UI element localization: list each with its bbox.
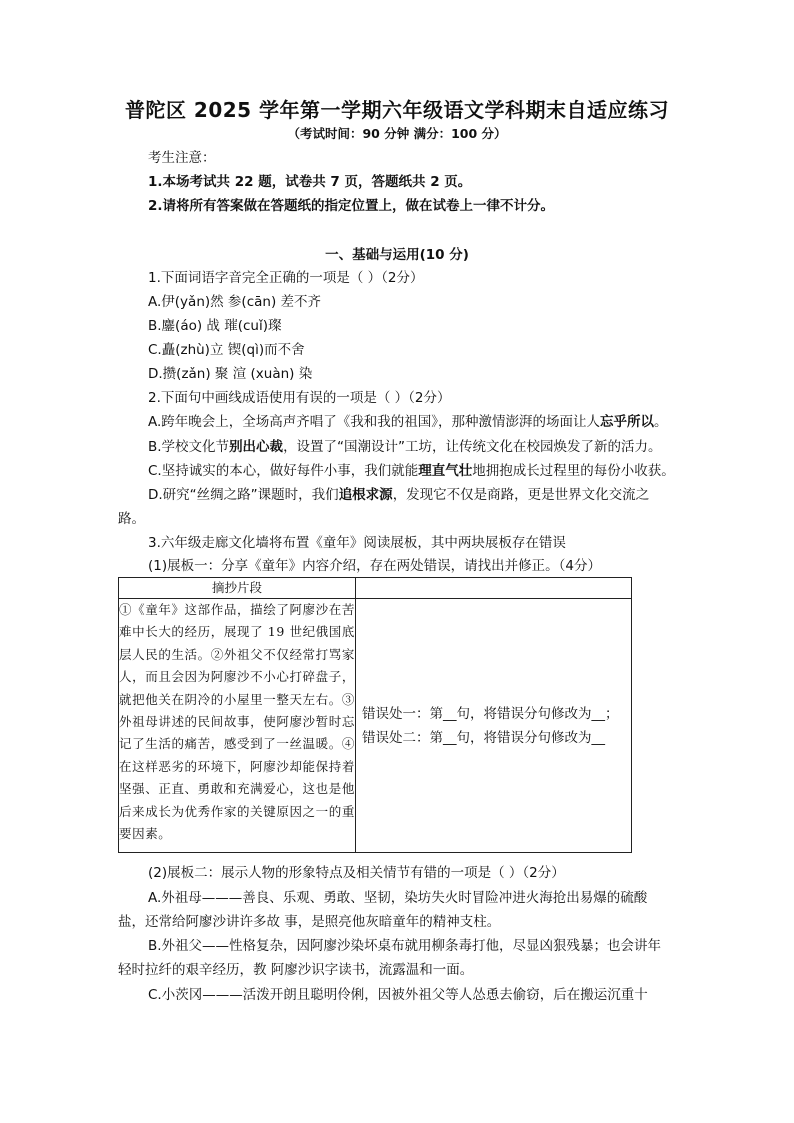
q3-option-c: C.小茨冈———活泼开朗且聪明伶俐，因被外祖父等人怂恿去偷窃，后在搬运沉重十 [148, 987, 648, 1003]
table-header-excerpt: 摘抄片段 [119, 578, 356, 599]
q2-c-idiom: 理直气壮 [418, 463, 473, 479]
q2-d-text: D.研究“丝绸之路”课题时，我们 [148, 487, 339, 503]
notice-item-2: 2.请将所有答案做在答题纸的指定位置上，做在试卷上一律不计分。 [148, 198, 555, 214]
error-one: 错误处一：第__句，将错误分句修改为__； [362, 705, 619, 722]
q2-d-end: ，发现它不仅是商路，更是世界文化交流之 [392, 487, 650, 503]
q2-a-end: 。 [654, 414, 668, 430]
excerpt-text: ①《童年》这部作品，描绘了阿廖沙在苦难中长大的经历，展现了 19 世纪俄国底层人民的生活。②外祖父不仅经常打骂家人，而且会因为阿廖沙不小心打碎盘子，就把他关在阴冷的小屋里一整天左右。③外祖母讲述的民间故事，使阿廖沙暂时忘记了生活的痛苦，感受到了一丝温暖。④在这样恶劣的环境下，阿廖沙却能保持着坚强、正直、勇敢和充满爱心，这也是他后来成长为优秀作家的关键原因之一的重要因素。 [119, 599, 356, 853]
q3-part1: (1)展板一：分享《童年》内容介绍，存在两处错误，请找出并修正。（4分） [148, 558, 601, 574]
answer-cell [356, 599, 632, 853]
q3-option-b-cont: 轻时拉纤的艰辛经历，教 阿廖沙识字读书，流露温和一面。 [118, 962, 474, 978]
q2-option-b [148, 437, 662, 457]
q1-option-a: A.伊(yǎn)然 参(cān) 差不齐 [148, 294, 322, 310]
exam-title: 普陀区 2025 学年第一学期六年级语文学科期末自适应练习 [124, 98, 670, 122]
q1-option-c: C.矗(zhù)立 锲(qì)而不舍 [148, 342, 305, 358]
exam-subtitle: （考试时间：90 分钟 满分：100 分） [287, 126, 507, 141]
q2-a-text: A.跨年晚会上，全场高声齐唱了《我和我的祖国》，那种激情澎湃的场面让人 [148, 414, 601, 430]
q2-b-idiom: 别出心裁 [229, 439, 284, 455]
q1-stem: 1.下面词语字音完全正确的一项是（ ）（2分） [148, 270, 424, 286]
q2-option-d-cont: 路。 [118, 511, 145, 527]
q3-stem: 3.六年级走廊文化墙将布置《童年》阅读展板，其中两块展板存在错误 [148, 535, 566, 551]
q1-option-d: D.攒(zǎn) 聚 渲 (xuàn) 染 [148, 366, 313, 382]
notice-item-1: 1.本场考试共 22 题，试卷共 7 页，答题纸共 2 页。 [148, 174, 472, 190]
section-heading: 一、基础与运用(10 分) [325, 247, 469, 263]
q2-b-text: B.学校文化节 [148, 439, 230, 455]
board-one-table [118, 577, 632, 853]
q1-option-b: B.鏖(áo) 战 璀(cuǐ)璨 [148, 318, 282, 334]
q2-stem: 2.下面句中画线成语使用有误的一项是（ ）（2分） [148, 390, 451, 406]
q2-d-idiom: 追根求源 [338, 487, 393, 503]
q2-option-c [148, 461, 675, 481]
error-two: 错误处二：第__句，将错误分句修改为__ [362, 729, 605, 746]
q2-a-idiom: 忘乎所以 [600, 414, 655, 430]
q3-part2: (2)展板二：展示人物的形象特点及相关情节有错的一项是（ ）（2分） [148, 865, 565, 881]
q2-b-end: ，设置了“国潮设计”工坊，让传统文化在校园焕发了新的活力。 [283, 439, 662, 455]
q2-c-text: C.坚持诚实的本心，做好每件小事，我们就能 [148, 463, 419, 479]
q3-option-a-cont: 盐，还常给阿廖沙讲许多故 事，是照亮他灰暗童年的精神支柱。 [118, 914, 501, 930]
notice-heading: 考生注意： [148, 150, 216, 166]
q2-c-end: 地拥抱成长过程里的每份小收获。 [472, 463, 675, 479]
q2-option-a [148, 412, 668, 432]
q3-option-a: A.外祖母———善良、乐观、勇敢、坚韧，染坊失火时冒险冲进火海抢出易爆的硫酸 [148, 890, 648, 906]
q2-option-d [148, 485, 649, 505]
q3-option-b: B.外祖父——性格复杂，因阿廖沙染坏桌布就用柳条毒打他，尽显凶狠残暴；也会讲年 [148, 938, 662, 954]
table-header-blank [356, 578, 632, 599]
